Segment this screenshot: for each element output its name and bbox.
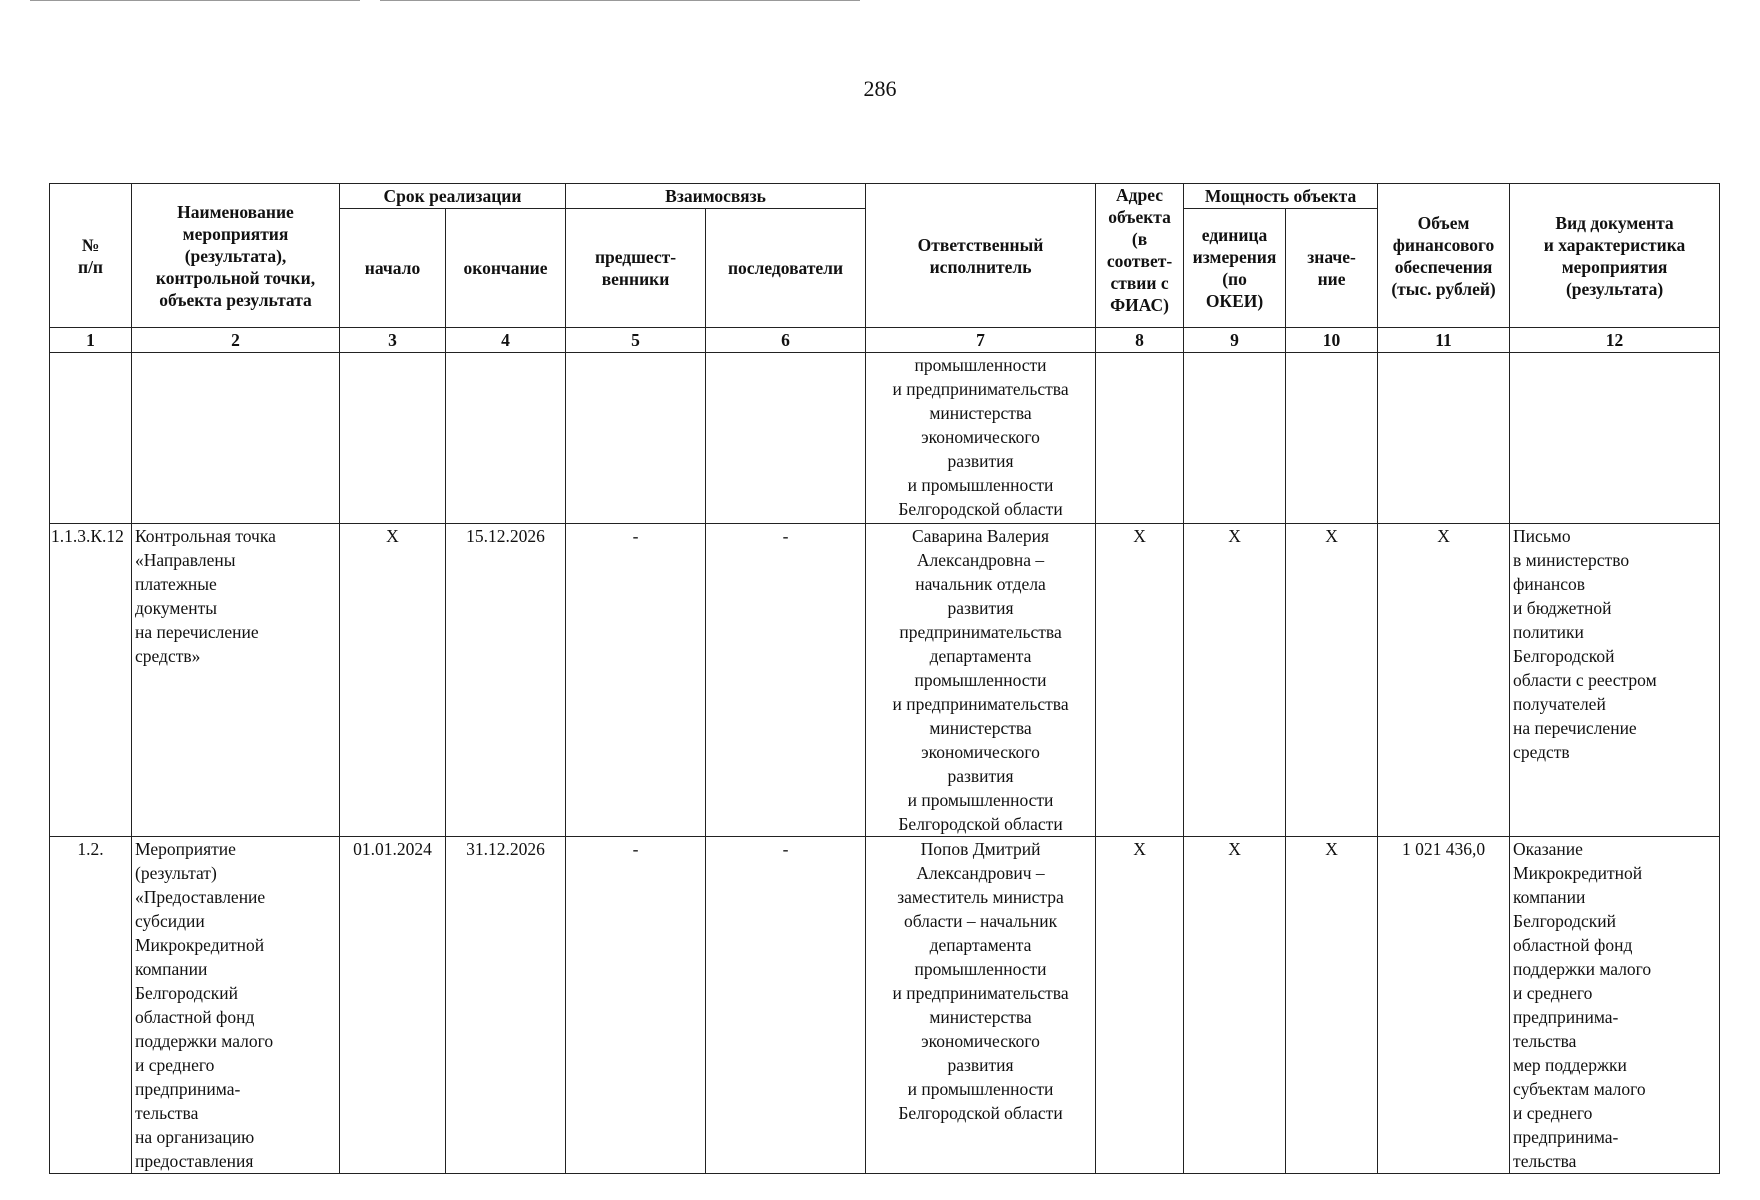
cell-name [132, 353, 340, 524]
column-number: 9 [1184, 328, 1286, 353]
table-row [50, 524, 1720, 837]
cell-unit [1184, 353, 1286, 524]
column-number: 10 [1286, 328, 1378, 353]
column-number: 8 [1096, 328, 1184, 353]
top-edge-line [380, 0, 860, 1]
cell-value [1286, 353, 1378, 524]
cell-value: Х [1286, 837, 1378, 1174]
cell-successors [706, 353, 866, 524]
table-row [50, 837, 1720, 1174]
header-value: значе- ние [1286, 209, 1378, 328]
cell-funding: 1 021 436,0 [1378, 837, 1510, 1174]
cell-end: 31.12.2026 [446, 837, 566, 1174]
column-number: 12 [1510, 328, 1720, 353]
column-number: 7 [866, 328, 1096, 353]
column-number: 6 [706, 328, 866, 353]
cell-address: Х [1096, 837, 1184, 1174]
header-start: начало [340, 209, 446, 328]
cell-value: Х [1286, 524, 1378, 837]
cell-predecessors [566, 353, 706, 524]
cell-funding [1378, 353, 1510, 524]
column-number: 5 [566, 328, 706, 353]
cell-start: 01.01.2024 [340, 837, 446, 1174]
column-number: 2 [132, 328, 340, 353]
cell-predecessors: - [566, 837, 706, 1174]
table-row [50, 353, 1720, 524]
header-funding: Объем финансового обеспечения (тыс. рублей) [1378, 184, 1510, 328]
header-link: Взаимосвязь [566, 184, 866, 209]
cell-successors: - [706, 524, 866, 837]
column-number: 3 [340, 328, 446, 353]
cell-executor: Саварина Валерия Александровна – начальник отдела развития предпринимательства департамента промышленности и предпринимательства министерства экономического развития и промышленности Белгородской области [866, 524, 1096, 837]
cell-funding: Х [1378, 524, 1510, 837]
cell-name: Контрольная точка «Направлены платежные документы на перечисление средств» [132, 524, 340, 837]
header-num: № п/п [50, 184, 132, 328]
header-address: Адрес объекта (в соответ- ствии с ФИАС) [1096, 184, 1184, 328]
column-number: 11 [1378, 328, 1510, 353]
header-end: окончание [446, 209, 566, 328]
cell-num [50, 353, 132, 524]
cell-doc: Оказание Микрокредитной компании Белгородский областной фонд поддержки малого и среднего предпринима- тельства мер поддержки субъектам малого и среднего предпринима- тельства [1510, 837, 1720, 1174]
cell-predecessors: - [566, 524, 706, 837]
cell-address [1096, 353, 1184, 524]
cell-end: 15.12.2026 [446, 524, 566, 837]
cell-start: Х [340, 524, 446, 837]
cell-unit: Х [1184, 524, 1286, 837]
cell-executor: промышленности и предпринимательства министерства экономического развития и промышленности Белгородской области [866, 353, 1096, 524]
cell-num: 1.2. [50, 837, 132, 1174]
cell-unit: Х [1184, 837, 1286, 1174]
cell-name: Мероприятие (результат) «Предоставление субсидии Микрокредитной компании Белгородский областной фонд поддержки малого и среднего предпринима- тельства на организацию предоставления [132, 837, 340, 1174]
header-capacity: Мощность объекта [1184, 184, 1378, 209]
cell-start [340, 353, 446, 524]
header-name: Наименование мероприятия (результата), контрольной точки, объекта результата [132, 184, 340, 328]
table-header [50, 184, 1720, 353]
cell-address: Х [1096, 524, 1184, 837]
cell-end [446, 353, 566, 524]
header-period: Срок реализации [340, 184, 566, 209]
cell-num: 1.1.3.К.12 [50, 524, 132, 837]
cell-executor: Попов Дмитрий Александрович – заместитель министра области – начальник департамента промышленности и предпринимательства министерства экономического развития и промышленности Белгородской области [866, 837, 1096, 1174]
cell-successors: - [706, 837, 866, 1174]
column-number-row [50, 328, 1720, 353]
events-table [49, 183, 1720, 1174]
page-number: 286 [863, 76, 897, 101]
cell-doc [1510, 353, 1720, 524]
column-number: 4 [446, 328, 566, 353]
top-edge-line [30, 0, 360, 1]
header-predecessors: предшест- венники [566, 209, 706, 328]
header-unit: единица измерения (по ОКЕИ) [1184, 209, 1286, 328]
cell-doc: Письмо в министерство финансов и бюджетной политики Белгородской области с реестром получателей на перечисление средств [1510, 524, 1720, 837]
header-executor: Ответственный исполнитель [866, 184, 1096, 328]
header-doc-type: Вид документа и характеристика мероприятия (результата) [1510, 184, 1720, 328]
column-number: 1 [50, 328, 132, 353]
header-successors: последователи [706, 209, 866, 328]
